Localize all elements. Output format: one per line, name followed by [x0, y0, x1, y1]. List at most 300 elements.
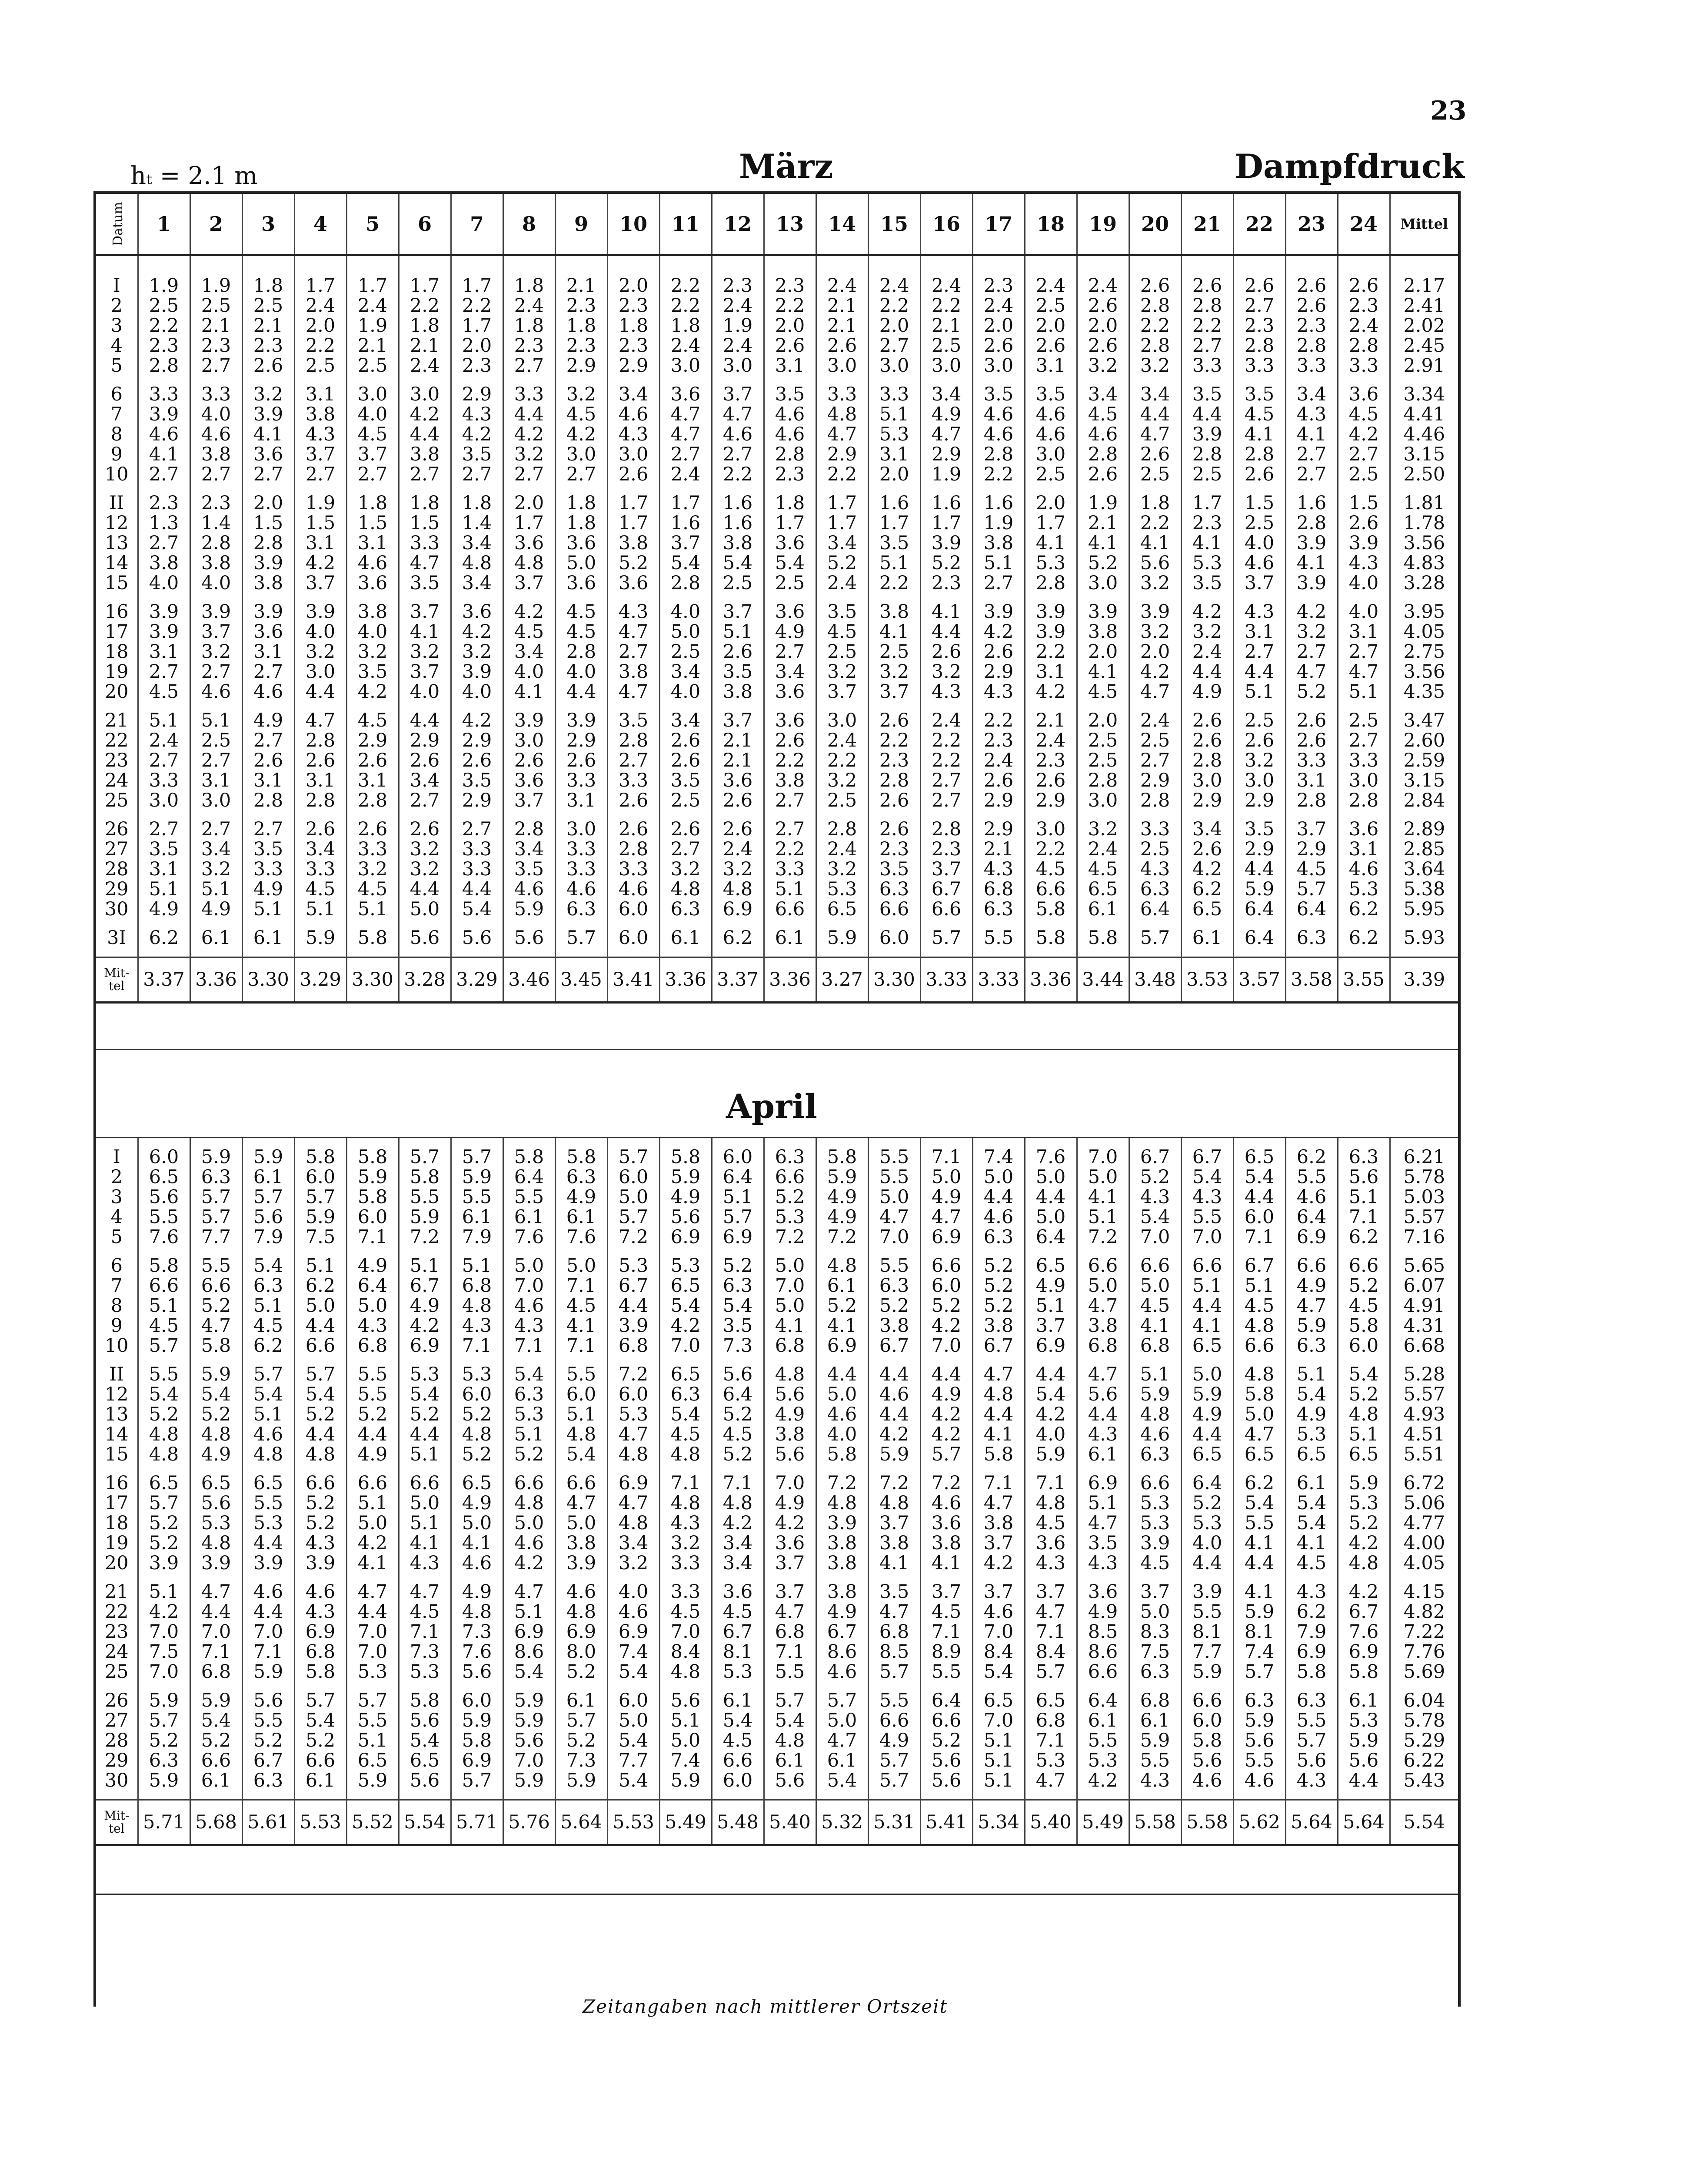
hour-value-cell: 5.3: [1338, 1711, 1390, 1731]
hour-value-cell: 1.8: [764, 493, 816, 513]
hour-value-cell: 2.7: [555, 464, 607, 484]
hour-value-cell: 2.0: [1025, 316, 1077, 336]
hour-value-cell: 4.8: [972, 1384, 1025, 1404]
hourly-mean-cell: 3.58: [1285, 957, 1338, 1003]
hour-value-cell: 3.9: [1129, 1533, 1181, 1553]
hour-value-cell: 5.7: [294, 1187, 346, 1207]
hour-value-cell: 4.6: [138, 424, 190, 444]
hour-value-cell: 2.1: [1025, 710, 1077, 730]
hour-value-cell: 2.9: [972, 819, 1025, 839]
hour-value-cell: 6.3: [764, 1147, 816, 1167]
hour-value-cell: 5.1: [1338, 1187, 1390, 1207]
hour-value-cell: 4.9: [138, 899, 190, 919]
hour-value-cell: 5.4: [712, 1296, 764, 1316]
hour-value-cell: 3.8: [920, 1533, 972, 1553]
hour-value-cell: 4.8: [138, 1444, 190, 1464]
hour-value-cell: 4.6: [816, 1662, 868, 1682]
hour-value-cell: 2.7: [190, 464, 242, 484]
hour-value-cell: 5.1: [399, 1513, 451, 1533]
hour-value-cell: 2.7: [764, 642, 816, 662]
hour-value-cell: 3.8: [868, 1316, 920, 1336]
hour-value-cell: 1.7: [451, 316, 503, 336]
hour-value-cell: 5.0: [868, 1187, 920, 1207]
hour-value-cell: 3.8: [190, 553, 242, 573]
hour-value-cell: 7.0: [138, 1622, 190, 1642]
hour-value-cell: 5.1: [1338, 1424, 1390, 1444]
hour-value-cell: 3.5: [242, 839, 294, 859]
hour-value-cell: 6.4: [1285, 1207, 1338, 1227]
hour-value-cell: 3.7: [816, 682, 868, 702]
hour-value-cell: 3.3: [1338, 750, 1390, 770]
hour-value-cell: 2.3: [190, 336, 242, 356]
hour-value-cell: 3.2: [399, 839, 451, 859]
hour-value-cell: 2.7: [1181, 336, 1233, 356]
hour-value-cell: 4.0: [1338, 602, 1390, 622]
hour-value-cell: 4.1: [1129, 1316, 1181, 1336]
hour-value-cell: 4.2: [1025, 682, 1077, 702]
hour-value-cell: 3.2: [399, 859, 451, 879]
hour-value-cell: 4.4: [816, 1364, 868, 1384]
month-title-april: April: [726, 1087, 817, 1126]
hour-value-cell: 6.9: [555, 1622, 607, 1642]
hour-value-cell: 2.1: [712, 730, 764, 750]
hour-value-cell: 2.7: [346, 464, 399, 484]
hour-value-cell: 2.7: [1338, 444, 1390, 464]
hour-value-cell: 5.0: [1025, 1167, 1077, 1187]
hour-value-cell: 5.7: [868, 1771, 920, 1791]
hour-value-cell: 5.4: [659, 1296, 712, 1316]
hour-value-cell: 5.1: [190, 710, 242, 730]
hourly-mean-cell: 5.71: [451, 1800, 503, 1845]
hour-value-cell: 7.3: [712, 1336, 764, 1356]
hour-value-cell: 5.0: [1077, 1167, 1129, 1187]
hour-value-cell: 5.8: [294, 1147, 346, 1167]
day-label: 9: [110, 1316, 123, 1336]
hour-value-cell: 4.4: [1025, 1364, 1077, 1384]
hour-value-cell: 2.3: [1233, 316, 1285, 336]
hour-value-cell: 4.3: [346, 1316, 399, 1336]
hour-value-cell: 5.1: [242, 1404, 294, 1424]
hour-value-cell: 3.1: [346, 533, 399, 553]
header-hour-9: 9: [555, 194, 607, 255]
hour-value-cell: 3.6: [555, 573, 607, 593]
hour-value-cell: 3.4: [399, 770, 451, 790]
hour-value-cell: 4.3: [503, 1316, 555, 1336]
hour-value-cell: 6.0: [868, 928, 920, 948]
hour-value-cell: 6.8: [607, 1336, 659, 1356]
hour-value-cell: 3.2: [1129, 573, 1181, 593]
hour-value-cell: 4.9: [346, 1444, 399, 1464]
hour-value-cell: 4.3: [451, 404, 503, 424]
header-hour-17: 17: [972, 194, 1025, 255]
table-row: [96, 1404, 1458, 1424]
day-label: 8: [110, 424, 123, 444]
hour-value-cell: 1.6: [920, 493, 972, 513]
hour-value-cell: 3.9: [555, 710, 607, 730]
hour-value-cell: 5.2: [972, 1276, 1025, 1296]
hour-value-cell: 6.2: [1181, 879, 1233, 899]
hour-value-cell: 2.0: [868, 464, 920, 484]
hour-value-cell: 6.4: [1233, 899, 1285, 919]
hour-value-cell: 7.0: [346, 1642, 399, 1662]
hour-value-cell: 2.7: [242, 730, 294, 750]
hour-value-cell: 8.4: [972, 1642, 1025, 1662]
hour-value-cell: 3.0: [555, 819, 607, 839]
hour-value-cell: 2.6: [1233, 276, 1285, 296]
hour-value-cell: 5.6: [138, 1187, 190, 1207]
hour-value-cell: 5.2: [816, 553, 868, 573]
hour-value-cell: 5.2: [555, 1731, 607, 1751]
hour-value-cell: 3.9: [555, 1553, 607, 1573]
hourly-mean-cell: 3.30: [346, 957, 399, 1003]
hour-value-cell: 5.6: [1338, 1751, 1390, 1771]
hour-value-cell: 3.0: [1025, 444, 1077, 464]
hour-value-cell: 5.4: [607, 1771, 659, 1791]
hour-value-cell: 5.3: [1338, 879, 1390, 899]
hour-value-cell: 5.8: [346, 1187, 399, 1207]
table-row: [96, 1364, 1458, 1384]
hour-value-cell: 5.3: [503, 1404, 555, 1424]
hour-value-cell: 5.1: [138, 879, 190, 899]
hour-value-cell: 5.0: [555, 553, 607, 573]
hour-value-cell: 2.5: [346, 356, 399, 376]
table-row: [96, 622, 1458, 642]
hour-value-cell: 3.3: [1338, 356, 1390, 376]
hour-value-cell: 3.1: [294, 533, 346, 553]
hour-value-cell: 7.2: [816, 1473, 868, 1493]
hour-value-cell: 4.3: [1129, 859, 1181, 879]
hour-value-cell: 4.1: [920, 1553, 972, 1573]
hour-value-cell: 3.4: [503, 839, 555, 859]
hour-value-cell: 5.6: [1077, 1384, 1129, 1404]
hour-value-cell: 6.0: [451, 1691, 503, 1711]
hour-value-cell: 3.8: [555, 1533, 607, 1553]
hourly-mean-cell: 3.57: [1233, 957, 1285, 1003]
daily-mean-cell: 6.22: [1390, 1751, 1458, 1771]
hour-value-cell: 4.6: [868, 1384, 920, 1404]
hour-value-cell: 5.8: [399, 1167, 451, 1187]
hourly-mean-cell: 3.44: [1077, 957, 1129, 1003]
hour-value-cell: 2.0: [1129, 642, 1181, 662]
hour-value-cell: 3.3: [868, 384, 920, 404]
hour-value-cell: 2.3: [868, 839, 920, 859]
hour-value-cell: 5.4: [190, 1384, 242, 1404]
hour-value-cell: 4.8: [607, 1444, 659, 1464]
hour-value-cell: 6.1: [1077, 899, 1129, 919]
hour-value-cell: 3.0: [816, 356, 868, 376]
hour-value-cell: 5.4: [399, 1384, 451, 1404]
hour-value-cell: 2.8: [138, 356, 190, 376]
hour-value-cell: 3.2: [346, 642, 399, 662]
daily-mean-cell: 2.45: [1390, 336, 1458, 356]
hour-value-cell: 2.6: [346, 750, 399, 770]
hour-value-cell: 5.6: [399, 1711, 451, 1731]
hour-value-cell: 3.9: [451, 662, 503, 682]
day-label: 5: [110, 1227, 123, 1247]
daily-mean-cell: 4.46: [1390, 424, 1458, 444]
hour-value-cell: 3.1: [1025, 662, 1077, 682]
hour-value-cell: 4.4: [972, 1404, 1025, 1424]
table-row: [96, 296, 1458, 316]
hour-value-cell: 4.3: [1129, 1187, 1181, 1207]
hour-value-cell: 3.5: [868, 859, 920, 879]
hour-value-cell: 8.9: [920, 1642, 972, 1662]
hour-value-cell: 2.4: [972, 296, 1025, 316]
hour-value-cell: 5.7: [399, 1147, 451, 1167]
hour-value-cell: 5.8: [399, 1691, 451, 1711]
hour-value-cell: 5.9: [451, 1167, 503, 1187]
hour-value-cell: 1.9: [920, 464, 972, 484]
hour-value-cell: 2.1: [346, 336, 399, 356]
hour-value-cell: 3.6: [712, 1582, 764, 1602]
hour-value-cell: 7.9: [1285, 1622, 1338, 1642]
hour-value-cell: 4.8: [712, 879, 764, 899]
hour-value-cell: 5.7: [451, 1147, 503, 1167]
daily-mean-cell: 4.05: [1390, 1553, 1458, 1573]
hour-value-cell: 4.5: [816, 622, 868, 642]
hour-value-cell: 1.5: [346, 513, 399, 533]
hour-value-cell: 5.2: [190, 1296, 242, 1316]
hour-value-cell: 1.7: [920, 513, 972, 533]
hour-value-cell: 3.8: [972, 1513, 1025, 1533]
hour-value-cell: 5.5: [1233, 1751, 1285, 1771]
hour-value-cell: 2.1: [816, 316, 868, 336]
hour-value-cell: 5.0: [1077, 1276, 1129, 1296]
table-row: [96, 1751, 1458, 1771]
hour-value-cell: 6.5: [451, 1473, 503, 1493]
hour-value-cell: 6.4: [1077, 1691, 1129, 1711]
hour-value-cell: 5.2: [346, 1404, 399, 1424]
hour-value-cell: 1.7: [764, 513, 816, 533]
hour-value-cell: 4.1: [1233, 1582, 1285, 1602]
header-hour-2: 2: [190, 194, 242, 255]
hour-value-cell: 5.1: [451, 1256, 503, 1276]
hour-value-cell: 6.1: [764, 1751, 816, 1771]
hour-value-cell: 1.7: [607, 493, 659, 513]
mittel-row-label: Mit- tel: [96, 957, 138, 1003]
hour-value-cell: 5.3: [1025, 553, 1077, 573]
hour-value-cell: 5.5: [1129, 1751, 1181, 1771]
hour-value-cell: 3.2: [920, 662, 972, 682]
hour-value-cell: 3.5: [1025, 384, 1077, 404]
hour-value-cell: 4.1: [399, 1533, 451, 1553]
hour-value-cell: 6.8: [451, 1276, 503, 1296]
hour-value-cell: 3.5: [868, 533, 920, 553]
hour-value-cell: 4.3: [920, 682, 972, 702]
hour-value-cell: 1.6: [712, 493, 764, 513]
hour-value-cell: 2.6: [1077, 336, 1129, 356]
hour-value-cell: 6.5: [1181, 899, 1233, 919]
april-table: [96, 1138, 1458, 1846]
hour-value-cell: 4.5: [1233, 1296, 1285, 1316]
hour-value-cell: 4.9: [451, 1493, 503, 1513]
hour-value-cell: 3.7: [503, 790, 555, 810]
hour-value-cell: 2.4: [346, 296, 399, 316]
table-row: [96, 1473, 1458, 1493]
hour-value-cell: 3.2: [399, 642, 451, 662]
hour-value-cell: 3.5: [816, 602, 868, 622]
hour-value-cell: 5.3: [451, 1364, 503, 1384]
hour-value-cell: 5.6: [764, 1384, 816, 1404]
hour-value-cell: 4.8: [1233, 1316, 1285, 1336]
hour-value-cell: 3.4: [607, 1533, 659, 1553]
hour-value-cell: 7.1: [451, 1336, 503, 1356]
hour-value-cell: 2.2: [972, 710, 1025, 730]
hour-value-cell: 4.2: [1338, 1582, 1390, 1602]
hour-value-cell: 6.5: [659, 1364, 712, 1384]
table-row: [96, 1711, 1458, 1731]
hour-value-cell: 2.2: [868, 730, 920, 750]
hour-value-cell: 7.0: [659, 1622, 712, 1642]
daily-mean-cell: 5.57: [1390, 1207, 1458, 1227]
hour-value-cell: 4.5: [1129, 1296, 1181, 1316]
hour-value-cell: 6.3: [242, 1771, 294, 1791]
hour-value-cell: 3.9: [1025, 622, 1077, 642]
hour-value-cell: 4.8: [555, 1602, 607, 1622]
hour-value-cell: 6.8: [346, 1336, 399, 1356]
hour-value-cell: 4.6: [1181, 1771, 1233, 1791]
hour-value-cell: 6.6: [138, 1276, 190, 1296]
hour-value-cell: 3.8: [346, 602, 399, 622]
table-row: [96, 1336, 1458, 1356]
hour-value-cell: 4.8: [659, 1493, 712, 1513]
hour-value-cell: 2.2: [1025, 642, 1077, 662]
hour-value-cell: 6.9: [294, 1622, 346, 1642]
hour-value-cell: 3.9: [920, 533, 972, 553]
hour-value-cell: 5.2: [399, 1404, 451, 1424]
hour-value-cell: 4.0: [816, 1424, 868, 1444]
hour-value-cell: 2.3: [972, 730, 1025, 750]
hour-value-cell: 3.3: [607, 859, 659, 879]
hour-value-cell: 3.6: [451, 602, 503, 622]
hour-value-cell: 8.4: [659, 1642, 712, 1662]
daily-mean-cell: 7.22: [1390, 1622, 1458, 1642]
hour-value-cell: 3.7: [1233, 573, 1285, 593]
hour-value-cell: 1.7: [1025, 513, 1077, 533]
hour-value-cell: 2.7: [138, 662, 190, 682]
hour-value-cell: 4.5: [659, 1602, 712, 1622]
hour-value-cell: 2.9: [1233, 790, 1285, 810]
hour-value-cell: 7.0: [972, 1622, 1025, 1642]
hour-value-cell: 5.7: [607, 1207, 659, 1227]
hour-value-cell: 4.1: [1129, 533, 1181, 553]
hour-value-cell: 4.4: [346, 1602, 399, 1622]
hour-value-cell: 6.3: [972, 899, 1025, 919]
table-row: [96, 553, 1458, 573]
hour-value-cell: 1.9: [972, 513, 1025, 533]
hour-value-cell: 7.4: [1233, 1642, 1285, 1662]
hour-value-cell: 4.3: [972, 682, 1025, 702]
hour-value-cell: 2.7: [607, 642, 659, 662]
hour-value-cell: 4.9: [346, 1256, 399, 1276]
hour-value-cell: 2.6: [1338, 513, 1390, 533]
hour-value-cell: 5.8: [1077, 928, 1129, 948]
hour-value-cell: 4.8: [1025, 1493, 1077, 1513]
table-row: [96, 1771, 1458, 1791]
hour-value-cell: 7.0: [1129, 1227, 1181, 1247]
hourly-mean-cell: 3.48: [1129, 957, 1181, 1003]
hour-value-cell: 5.3: [399, 1662, 451, 1682]
header-hour-15: 15: [868, 194, 920, 255]
hour-value-cell: 5.5: [868, 1691, 920, 1711]
hour-value-cell: 6.3: [1129, 879, 1181, 899]
hour-value-cell: 6.1: [659, 928, 712, 948]
hour-value-cell: 5.2: [190, 1731, 242, 1751]
hour-value-cell: 1.7: [346, 276, 399, 296]
hour-value-cell: 4.8: [1129, 1404, 1181, 1424]
day-label: 2: [110, 1167, 123, 1187]
hour-value-cell: 7.0: [764, 1473, 816, 1493]
day-label: 19: [104, 662, 129, 682]
hour-value-cell: 5.2: [972, 1296, 1025, 1316]
hour-value-cell: 4.7: [659, 424, 712, 444]
hour-value-cell: 2.6: [294, 750, 346, 770]
hour-value-cell: 3.7: [764, 1582, 816, 1602]
hour-value-cell: 5.9: [503, 1691, 555, 1711]
hour-value-cell: 3.6: [346, 573, 399, 593]
hour-value-cell: 5.3: [1129, 1493, 1181, 1513]
hour-value-cell: 6.7: [1338, 1602, 1390, 1622]
hour-value-cell: 5.6: [399, 928, 451, 948]
daily-mean-cell: 4.00: [1390, 1533, 1458, 1553]
hour-value-cell: 5.2: [868, 1296, 920, 1316]
hour-value-cell: 6.0: [1181, 1711, 1233, 1731]
hour-value-cell: 5.2: [712, 1256, 764, 1276]
hour-value-cell: 3.3: [399, 533, 451, 553]
hour-value-cell: 4.8: [659, 1662, 712, 1682]
hour-value-cell: 7.0: [764, 1276, 816, 1296]
hour-value-cell: 2.5: [1077, 750, 1129, 770]
hour-value-cell: 4.9: [920, 1384, 972, 1404]
hour-value-cell: 6.2: [1285, 1602, 1338, 1622]
hour-value-cell: 2.8: [1129, 296, 1181, 316]
hour-value-cell: 3.7: [1129, 1582, 1181, 1602]
hour-value-cell: 7.1: [920, 1147, 972, 1167]
hour-value-cell: 2.8: [1025, 573, 1077, 593]
hour-value-cell: 6.0: [920, 1276, 972, 1296]
hour-value-cell: 2.6: [972, 336, 1025, 356]
hour-value-cell: 3.8: [712, 682, 764, 702]
hour-value-cell: 5.3: [868, 424, 920, 444]
hour-value-cell: 3.2: [816, 859, 868, 879]
hour-value-cell: 5.2: [294, 1493, 346, 1513]
hour-value-cell: 4.2: [972, 1553, 1025, 1573]
hour-value-cell: 5.4: [1129, 1207, 1181, 1227]
hour-value-cell: 2.5: [190, 296, 242, 316]
hour-value-cell: 1.5: [294, 513, 346, 533]
hour-value-cell: 2.3: [607, 336, 659, 356]
hour-value-cell: 3.7: [190, 622, 242, 642]
hour-value-cell: 6.8: [764, 1336, 816, 1356]
hour-value-cell: 6.3: [138, 1751, 190, 1771]
table-row: [96, 730, 1458, 750]
hour-value-cell: 5.0: [555, 1513, 607, 1533]
hour-value-cell: 6.0: [346, 1207, 399, 1227]
hour-value-cell: 4.8: [503, 553, 555, 573]
table-row: [96, 1602, 1458, 1622]
hour-value-cell: 5.2: [712, 1404, 764, 1424]
table-row: [96, 1147, 1458, 1167]
hour-value-cell: 4.7: [607, 682, 659, 702]
hour-value-cell: 4.0: [659, 602, 712, 622]
hour-value-cell: 4.5: [1338, 1296, 1390, 1316]
hourly-mean-cell: 5.53: [607, 1800, 659, 1845]
hour-value-cell: 5.3: [346, 1662, 399, 1682]
hour-value-cell: 2.3: [190, 493, 242, 513]
hour-value-cell: 5.1: [1338, 682, 1390, 702]
hour-value-cell: 4.1: [138, 444, 190, 464]
hour-value-cell: 7.2: [920, 1473, 972, 1493]
